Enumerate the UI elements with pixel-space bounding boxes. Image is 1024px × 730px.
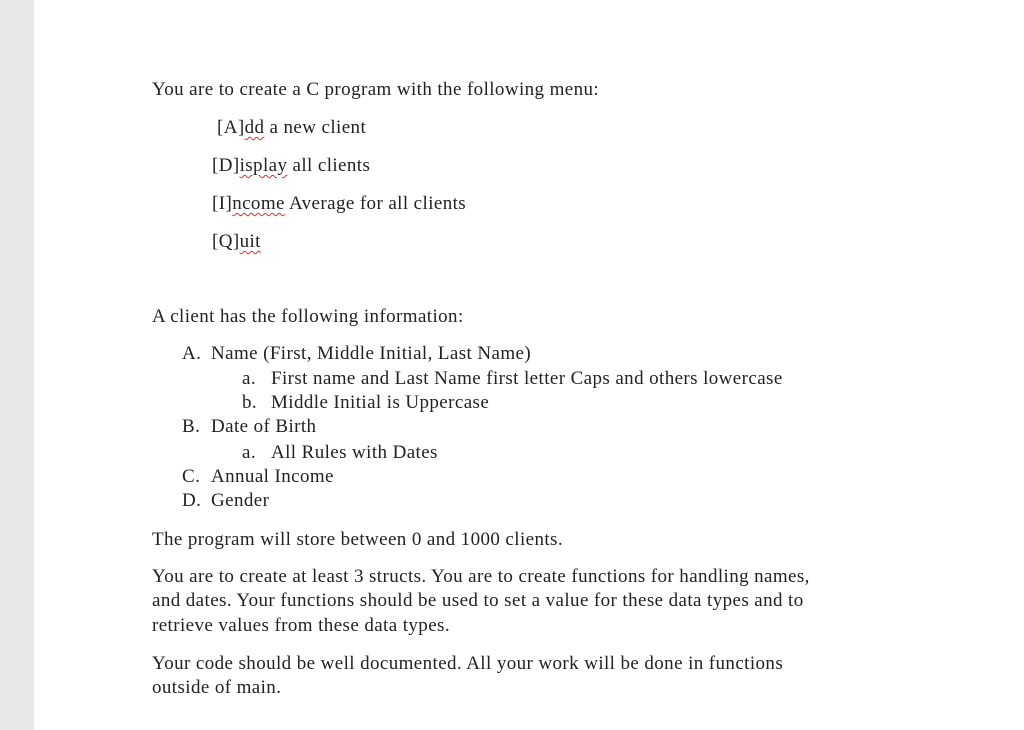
intro-paragraph: You are to create a C program with the following menu: [152,79,600,100]
document-page [34,0,1024,730]
menu-item-income [212,193,466,215]
info-marker-d: D. [182,490,202,511]
menu-item-display [212,155,370,177]
client-heading: A client has the following information: [152,306,464,327]
menu-key-income: [I] [212,193,233,214]
info-item-gender [182,490,269,512]
documentation-paragraph-line-1: Your code should be well documented. All your work will be done in functions [152,653,784,674]
menu-rest-display: all clients [287,155,371,176]
info-text-gender: Gender [211,490,270,511]
info-marker-c: C. [182,466,201,487]
menu-word-quit: uit [239,231,261,252]
menu-word-income: ncome [232,193,285,214]
menu-word-display: isplay [239,155,288,176]
document-left-margin [0,0,34,730]
info-subitem-middle-initial [242,392,489,414]
info-marker-a-a: a. [242,368,256,389]
menu-rest-income: Average for all clients [284,193,467,214]
info-marker-b: B. [182,416,201,437]
info-marker-a-b: b. [242,392,258,413]
info-subitem-date-rules [242,442,438,464]
info-item-name [182,343,531,365]
info-text-name: Name (First, Middle Initial, Last Name) [211,343,532,364]
menu-item-add [217,117,366,139]
menu-key-display: [D] [212,155,240,176]
menu-rest-add: a new client [264,117,367,138]
info-text-income: Annual Income [211,466,334,487]
structs-paragraph-line-3: retrieve values from these data types. [152,615,450,636]
storage-paragraph: The program will store between 0 and 1000 clients. [152,529,563,550]
info-text-name-caps: First name and Last Name first letter Caps and others lowercase [271,368,783,389]
info-text-dob: Date of Birth [211,416,317,437]
info-text-date-rules: All Rules with Dates [271,442,438,463]
info-text-middle-initial: Middle Initial is Uppercase [271,392,490,413]
info-marker-a: A. [182,343,202,364]
structs-paragraph-line-1: You are to create at least 3 structs. You are to create functions for handling names, [152,566,810,587]
structs-paragraph-line-2: and dates. Your functions should be used to set a value for these data types and to [152,590,804,611]
info-item-dob [182,416,316,438]
documentation-paragraph-line-2: outside of main. [152,677,282,698]
menu-word-add: dd [244,117,265,138]
menu-key-quit: [Q] [212,231,240,252]
menu-item-quit [212,231,261,253]
info-item-income [182,466,334,488]
info-subitem-name-caps [242,368,783,390]
menu-key-add: [A] [217,117,245,138]
info-marker-b-a: a. [242,442,256,463]
